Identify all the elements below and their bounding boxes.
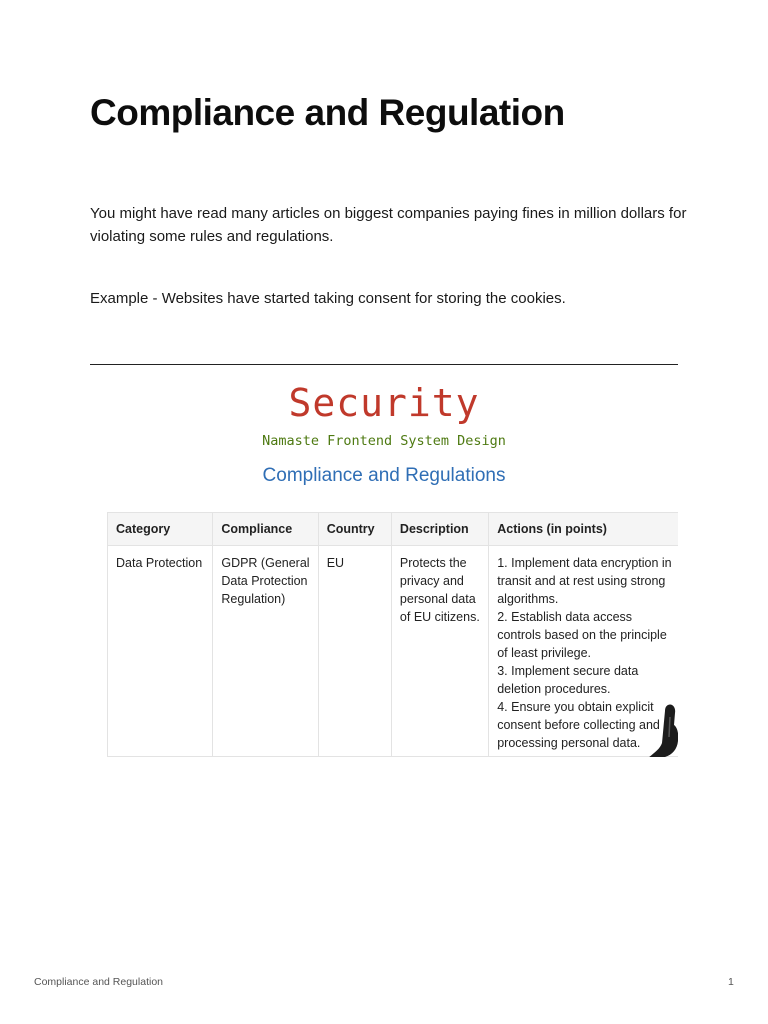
slide-title: Security [288,381,480,425]
slide-subtitle: Namaste Frontend System Design [262,433,506,449]
action-line: 4. Ensure you obtain explicit [497,700,654,714]
action-line: controls based on the principle [497,628,667,642]
header-description: Description [391,513,488,546]
pointer-hand-icon [646,703,678,757]
action-line: 2. Establish data access [497,610,633,624]
table-row [108,546,679,757]
action-line: consent before collecting and [497,718,660,732]
header-category: Category [108,513,213,546]
compliance-table [107,512,678,757]
cell-country: EU [318,546,391,757]
slide-heading: Compliance and Regulations [262,465,506,486]
action-line: of least privilege. [497,646,592,660]
security-slide-image [90,365,678,757]
action-line: 1. Implement data encryption in [497,556,672,570]
header-actions: Actions (in points) [489,513,678,546]
action-line: algorithms. [497,592,559,606]
header-compliance: Compliance [213,513,318,546]
page-title: Compliance and Regulation [90,92,565,133]
action-line: 3. Implement secure data [497,664,639,678]
action-line: deletion procedures. [497,682,611,696]
action-line: transit and at rest using strong [497,574,666,588]
cell-description: Protects the privacy and personal data of EU citizens. [391,546,488,757]
header-country: Country [318,513,391,546]
page-number: 1 [728,976,734,988]
intro-paragraph: You might have read many articles on biggest companies paying fines in million dollars for violating some rules and regulations. [90,205,687,245]
cell-category: Data Protection [108,546,213,757]
example-paragraph: Example - Websites have started taking consent for storing the cookies. [90,290,566,307]
table-header-row [108,513,679,546]
cell-compliance: GDPR (General Data Protection Regulation) [213,546,318,757]
action-line: processing personal data. [497,736,641,750]
footer-label: Compliance and Regulation [34,976,163,988]
